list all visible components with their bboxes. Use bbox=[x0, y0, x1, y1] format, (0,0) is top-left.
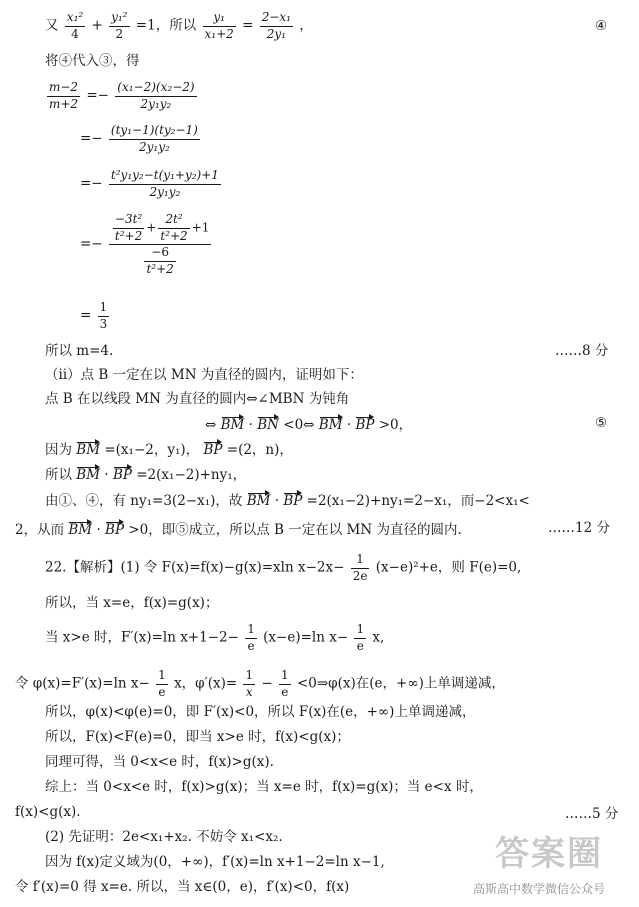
vector-bp: BP bbox=[355, 417, 375, 433]
operator: =− bbox=[80, 130, 103, 147]
numerator: 2t² bbox=[158, 212, 189, 229]
equation-line-11 bbox=[205, 415, 412, 433]
operator: =− bbox=[80, 175, 103, 192]
numerator: −6 bbox=[144, 245, 175, 262]
operator: − bbox=[261, 675, 273, 692]
operator: + bbox=[146, 220, 157, 235]
text: (x−e)²+e，则 F(e)=0, bbox=[375, 559, 522, 576]
text: =(2，n)， bbox=[226, 442, 293, 458]
fraction-1-over-e bbox=[354, 622, 366, 654]
denominator: 2y₁y₂ bbox=[138, 139, 170, 154]
fraction-2minusx1-over-2y1 bbox=[260, 10, 293, 42]
watermark-logo: 答案圈 bbox=[495, 834, 603, 874]
operator: ⇔ bbox=[205, 417, 217, 433]
numerator: 1 bbox=[156, 668, 168, 685]
text: >0， bbox=[378, 417, 413, 433]
text: =1，所以 bbox=[135, 17, 197, 34]
fraction-step-1 bbox=[115, 80, 196, 112]
numerator: x₁² bbox=[65, 10, 85, 27]
text: =2(x₁−2)+ny₁， bbox=[136, 467, 247, 483]
text: (x−e)=ln x− bbox=[263, 629, 349, 646]
text: 当 x>e 时，F′(x)=ln x+1−2− bbox=[45, 629, 239, 646]
vector-bm: BM bbox=[318, 417, 343, 433]
denominator: m+2 bbox=[49, 96, 79, 111]
text-line-20: 所以，φ(x)<φ(e)=0，即 F′(x)<0，所以 F(x)在(e，+∞)上单调递减， bbox=[45, 704, 476, 720]
denominator: e bbox=[158, 684, 166, 699]
fraction-x1sq-over-4 bbox=[65, 10, 85, 42]
text-line-8: 所以 m=4. bbox=[45, 343, 114, 359]
text-line-26: 因为 f(x)定义域为(0，+∞)，f′(x)=ln x+1−2=ln x−1, bbox=[45, 854, 385, 870]
text: <0⇒φ(x)在(e，+∞)上单调递减， bbox=[296, 675, 505, 692]
numerator: −3t² bbox=[113, 212, 144, 229]
text-line-10: 点 B 在以线段 MN 为直径的圆内⇔∠MBN 为钝角 bbox=[45, 391, 350, 407]
text-line-24: f(x)<g(x). bbox=[15, 804, 81, 820]
denominator: e bbox=[247, 638, 255, 653]
equation-line-4 bbox=[80, 123, 202, 155]
fraction-y1sq-over-2 bbox=[109, 10, 129, 42]
text: 所以 bbox=[45, 467, 72, 483]
vector-bm: BM bbox=[68, 522, 93, 538]
text: 由①、④，有 ny₁=3(2−x₁)，故 bbox=[45, 493, 243, 509]
vector-bp: BP bbox=[112, 467, 132, 483]
numerator: y₁² bbox=[109, 10, 129, 27]
fraction-step-3 bbox=[109, 168, 221, 200]
denominator: 4 bbox=[71, 26, 79, 41]
denominator: 2y₁y₂ bbox=[140, 96, 172, 111]
denominator: 2y₁y₂ bbox=[149, 184, 181, 199]
score-8: ……8 分 bbox=[555, 343, 609, 359]
score-12: ……12 分 bbox=[548, 520, 610, 536]
fraction-y1-over-x1plus2 bbox=[203, 10, 236, 42]
operator: · bbox=[104, 467, 109, 483]
equation-line-6 bbox=[80, 212, 213, 277]
text: x, bbox=[372, 629, 385, 646]
denominator: e bbox=[356, 638, 364, 653]
numerator: m−2 bbox=[47, 80, 80, 97]
vector-bm: BM bbox=[76, 467, 101, 483]
numerator: 1 bbox=[245, 622, 257, 639]
vector-bn: BN bbox=[257, 417, 279, 433]
equation-number-4: ④ bbox=[595, 18, 608, 34]
numerator: 1 bbox=[351, 552, 370, 569]
text-line-23: 综上：当 0<x<e 时，f(x)>g(x)；当 x=e 时，f(x)=g(x)；当 e<x 时， bbox=[45, 779, 483, 795]
text: >0，即⑤成立，所以点 B 一定在以 MN 为直径的圆内. bbox=[128, 522, 462, 538]
fraction-minus6 bbox=[144, 245, 175, 277]
text: 因为 bbox=[45, 442, 72, 458]
watermark-caption: 高斯高中数学微信公众号 bbox=[473, 882, 606, 896]
equation-line-5 bbox=[80, 168, 223, 200]
text-line-2: 将④代入③，得 bbox=[45, 53, 140, 69]
vector-bp: BP bbox=[105, 522, 125, 538]
numerator: 1 bbox=[354, 622, 366, 639]
operator: =− bbox=[80, 236, 103, 253]
denominator: t²+2 bbox=[114, 228, 143, 243]
text-line-16 bbox=[45, 552, 521, 584]
compound-fraction bbox=[109, 212, 211, 277]
fraction-one-third bbox=[98, 300, 110, 332]
text: =(x₁−2，y₁)， bbox=[104, 442, 200, 458]
numerator: 1 bbox=[243, 668, 255, 685]
equation-line-3 bbox=[45, 80, 199, 112]
denominator: t²+2 bbox=[146, 261, 174, 276]
fraction-step-2 bbox=[109, 123, 200, 155]
text-line-19 bbox=[15, 668, 505, 700]
text-line-21: 所以，F(x)<F(e)=0，即当 x>e 时，f(x)<g(x)； bbox=[45, 729, 350, 745]
text-line-15 bbox=[15, 520, 462, 538]
text-line-12 bbox=[45, 440, 293, 458]
denominator: x₁+2 bbox=[204, 26, 234, 41]
vector-bm: BM bbox=[76, 442, 101, 458]
fraction-1-over-2e bbox=[351, 552, 370, 584]
operator: · bbox=[96, 522, 101, 538]
numerator: 2−x₁ bbox=[260, 10, 293, 27]
text-prefix: 又 bbox=[45, 17, 59, 34]
operator: =− bbox=[86, 87, 109, 104]
numerator: (x₁−2)(x₂−2) bbox=[115, 80, 196, 97]
numerator: (ty₁−1)(ty₂−1) bbox=[109, 123, 200, 140]
denominator: t²+2 bbox=[160, 228, 188, 243]
fraction-minus3t2 bbox=[113, 212, 144, 244]
equation-line-7 bbox=[80, 300, 111, 332]
operator: · bbox=[274, 493, 280, 509]
text-line-25: (2) 先证明：2e<x₁+x₂. 不妨令 x₁<x₂. bbox=[45, 829, 283, 845]
equation-number-5: ⑤ bbox=[595, 415, 608, 431]
vector-bp: BP bbox=[203, 442, 223, 458]
text-line-18 bbox=[45, 622, 384, 654]
text-line-17: 所以，当 x=e，f(x)=g(x)； bbox=[45, 595, 219, 611]
watermark bbox=[467, 835, 637, 905]
text: 2，从而 bbox=[15, 522, 65, 538]
numerator: 1 bbox=[279, 668, 291, 685]
numerator: t²y₁y₂−t(y₁+y₂)+1 bbox=[109, 168, 221, 185]
vector-bm: BM bbox=[220, 417, 245, 433]
denominator: e bbox=[281, 684, 289, 699]
fraction-2t2 bbox=[158, 212, 189, 244]
text-line-13 bbox=[45, 465, 246, 483]
denominator: 2y₁ bbox=[266, 26, 286, 41]
text: x，φ′(x)= bbox=[174, 675, 238, 692]
operator: · bbox=[346, 417, 352, 433]
text-line-9: （ⅱ）点 B 一定在以 MN 为直径的圆内，证明如下： bbox=[45, 367, 363, 383]
text-line-22: 同理可得，当 0<x<e 时，f(x)>g(x). bbox=[45, 754, 274, 770]
fraction-1-over-e bbox=[245, 622, 257, 654]
text-line-14 bbox=[45, 491, 530, 509]
vector-bm: BM bbox=[246, 493, 271, 509]
text-line-27: 令 f′(x)=0 得 x=e. 所以，当 x∈(0，e)，f′(x)<0，f(x) bbox=[15, 879, 350, 895]
fraction-1-over-e bbox=[279, 668, 291, 700]
denominator: 2e bbox=[352, 568, 368, 583]
operator: · bbox=[248, 417, 253, 433]
text: <0⇔ bbox=[283, 417, 315, 433]
numerator: 1 bbox=[98, 300, 110, 317]
vector-bp: BP bbox=[283, 493, 303, 509]
numerator: y₁ bbox=[203, 10, 236, 27]
text: 22.【解析】(1) 令 F(x)=f(x)−g(x)=xln x−2x− bbox=[45, 559, 345, 576]
text: 令 φ(x)=F′(x)=ln x− bbox=[15, 675, 150, 692]
operator: +1 bbox=[191, 220, 210, 235]
fraction-m-minus-2-over-m-plus-2 bbox=[47, 80, 80, 112]
score-5: ……5 分 bbox=[565, 806, 619, 822]
compound-denominator bbox=[109, 245, 211, 277]
operator: + bbox=[91, 17, 103, 34]
text: ， bbox=[299, 17, 313, 34]
operator: = bbox=[242, 17, 254, 34]
fraction-1-over-x bbox=[243, 668, 255, 700]
fraction-1-over-e bbox=[156, 668, 168, 700]
denominator: x bbox=[245, 684, 253, 699]
denominator: 2 bbox=[115, 26, 124, 41]
denominator: 3 bbox=[99, 316, 108, 331]
text: =2(x₁−2)+ny₁=2−x₁，而−2<x₁< bbox=[306, 493, 530, 509]
compound-numerator bbox=[109, 212, 211, 245]
equation-line-1 bbox=[45, 10, 313, 42]
operator: = bbox=[80, 307, 92, 324]
